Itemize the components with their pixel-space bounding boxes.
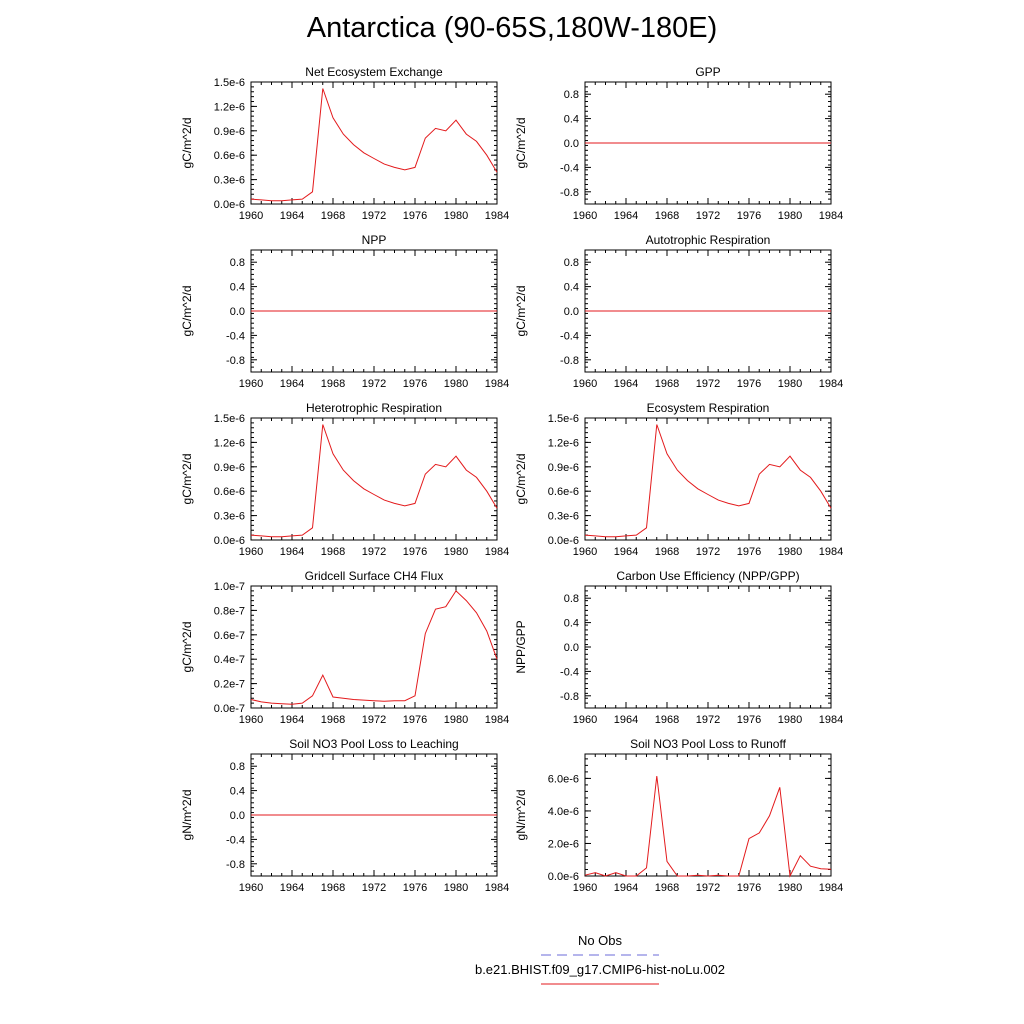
x-tick-label: 1972: [695, 882, 721, 894]
y-tick-label: 4.0e-6: [547, 805, 579, 818]
x-tick-label: 1964: [279, 378, 305, 390]
y-tick-label: 6.0e-6: [547, 773, 579, 786]
y-tick-label: 0.0: [563, 642, 579, 654]
y-tick-label: 0.6e-6: [213, 150, 245, 163]
y-tick-label: 0.9e-6: [547, 461, 579, 474]
chart-title: Soil NO3 Pool Loss to Leaching: [289, 737, 459, 751]
y-tick-label: 0.8: [563, 593, 579, 606]
y-tick-label: 0.0: [229, 810, 245, 822]
chart-panel: [180, 65, 509, 222]
series-line: [585, 425, 831, 537]
y-tick-label: 0.4: [229, 281, 245, 294]
x-tick-label: 1968: [320, 546, 346, 558]
y-tick-label: 0.0: [229, 306, 245, 318]
x-tick-label: 1976: [736, 546, 762, 558]
chart-title: Carbon Use Efficiency (NPP/GPP): [616, 569, 800, 583]
x-tick-label: 1984: [818, 546, 844, 558]
y-axis-label: gC/m^2/d: [514, 453, 528, 505]
x-tick-label: 1960: [572, 210, 598, 222]
x-tick-label: 1968: [320, 714, 346, 726]
y-tick-label: 1.5e-6: [547, 413, 579, 425]
y-tick-label: 1.2e-6: [213, 101, 245, 114]
x-tick-label: 1984: [484, 882, 510, 894]
x-tick-label: 1960: [238, 882, 264, 894]
y-axis-label: gC/m^2/d: [514, 285, 528, 337]
y-tick-label: 1.5e-6: [213, 77, 245, 89]
plot-frame: [585, 586, 831, 708]
y-axis-label: gC/m^2/d: [180, 453, 194, 505]
x-tick-label: 1976: [402, 714, 428, 726]
x-tick-label: 1972: [361, 714, 387, 726]
y-tick-label: -0.4: [226, 330, 245, 343]
legend-obs-label: No Obs: [577, 933, 623, 948]
y-axis-label: NPP/GPP: [514, 620, 528, 674]
y-tick-label: 0.8e-7: [213, 605, 245, 618]
x-tick-label: 1980: [443, 714, 469, 726]
y-tick-label: -0.8: [560, 354, 579, 367]
y-tick-label: 0.8: [229, 761, 245, 774]
y-axis-label: gC/m^2/d: [180, 621, 194, 673]
y-tick-label: -0.8: [560, 690, 579, 703]
chart-title: Autotrophic Respiration: [645, 233, 771, 247]
x-tick-label: 1968: [654, 210, 680, 222]
chart-panel: [180, 737, 509, 894]
x-tick-label: 1972: [361, 882, 387, 894]
x-tick-label: 1964: [279, 210, 305, 222]
x-tick-label: 1980: [777, 546, 803, 558]
y-axis-label: gC/m^2/d: [180, 117, 194, 169]
chart-panel: [514, 569, 843, 726]
y-axis-label: gC/m^2/d: [514, 117, 528, 169]
series-line: [251, 89, 497, 201]
y-tick-label: 0.2e-7: [213, 678, 245, 691]
y-tick-label: 0.8: [229, 257, 245, 270]
y-tick-label: 0.0e-7: [213, 703, 245, 715]
x-tick-label: 1976: [402, 882, 428, 894]
x-tick-label: 1960: [238, 714, 264, 726]
x-tick-label: 1984: [818, 378, 844, 390]
chart-title: Ecosystem Respiration: [646, 401, 770, 415]
y-tick-label: 0.0e-6: [213, 535, 245, 547]
x-tick-label: 1972: [695, 714, 721, 726]
y-tick-label: 1.2e-6: [547, 437, 579, 450]
y-tick-label: 1.5e-6: [213, 413, 245, 425]
x-tick-label: 1968: [320, 210, 346, 222]
x-tick-label: 1980: [777, 714, 803, 726]
chart-title: Heterotrophic Respiration: [305, 401, 443, 415]
plot-frame: [251, 82, 497, 204]
x-tick-label: 1984: [484, 378, 510, 390]
x-tick-label: 1964: [279, 546, 305, 558]
x-tick-label: 1964: [613, 546, 639, 558]
x-tick-label: 1984: [484, 210, 510, 222]
y-tick-label: 2.0e-6: [547, 838, 579, 851]
y-tick-label: -0.8: [226, 354, 245, 367]
x-tick-label: 1984: [818, 882, 844, 894]
chart-title: NPP: [361, 233, 387, 247]
y-tick-label: 0.6e-6: [547, 486, 579, 499]
x-tick-label: 1984: [484, 714, 510, 726]
y-tick-label: 0.4: [563, 281, 579, 294]
x-tick-label: 1960: [572, 378, 598, 390]
series-line: [585, 776, 831, 876]
y-tick-label: -0.8: [560, 186, 579, 199]
y-tick-label: -0.4: [226, 834, 245, 847]
x-tick-label: 1968: [654, 546, 680, 558]
y-tick-label: -0.4: [560, 666, 579, 679]
x-tick-label: 1972: [361, 546, 387, 558]
y-tick-label: 0.8: [563, 89, 579, 102]
x-tick-label: 1972: [695, 546, 721, 558]
y-tick-label: 0.9e-6: [213, 125, 245, 138]
x-tick-label: 1960: [238, 378, 264, 390]
x-tick-label: 1972: [695, 210, 721, 222]
y-tick-label: 0.3e-6: [213, 174, 245, 187]
x-tick-label: 1976: [402, 378, 428, 390]
chart-title: Gridcell Surface CH4 Flux: [304, 569, 444, 583]
x-tick-label: 1976: [736, 210, 762, 222]
x-tick-label: 1960: [238, 546, 264, 558]
x-tick-label: 1964: [613, 882, 639, 894]
x-tick-label: 1968: [654, 714, 680, 726]
y-axis-label: gC/m^2/d: [180, 285, 194, 337]
x-tick-label: 1976: [402, 210, 428, 222]
chart-title: Soil NO3 Pool Loss to Runoff: [630, 737, 786, 751]
plot-frame: [251, 586, 497, 708]
plot-frame: [585, 418, 831, 540]
y-tick-label: 0.6e-7: [213, 629, 245, 642]
x-tick-label: 1980: [443, 546, 469, 558]
y-tick-label: -0.4: [560, 330, 579, 343]
y-axis-label: gN/m^2/d: [514, 789, 528, 841]
y-tick-label: -0.4: [560, 162, 579, 175]
x-tick-label: 1976: [736, 882, 762, 894]
x-tick-label: 1964: [613, 210, 639, 222]
legend-model-label: b.e21.BHIST.f09_g17.CMIP6-hist-noLu.002: [474, 962, 726, 977]
plot-frame: [585, 754, 831, 876]
chart-panel: [180, 233, 509, 390]
y-tick-label: 0.4: [563, 617, 579, 630]
series-line: [251, 425, 497, 537]
y-tick-label: 0.6e-6: [213, 486, 245, 499]
y-tick-label: 1.2e-6: [213, 437, 245, 450]
chart-panel: [180, 569, 509, 726]
chart-panel: [514, 65, 843, 222]
page-title: Antarctica (90-65S,180W-180E): [306, 12, 718, 44]
series-line: [251, 591, 497, 704]
x-tick-label: 1980: [443, 378, 469, 390]
x-tick-label: 1960: [572, 714, 598, 726]
x-tick-label: 1964: [279, 714, 305, 726]
x-tick-label: 1980: [777, 882, 803, 894]
y-tick-label: 0.4: [229, 785, 245, 798]
x-tick-label: 1980: [777, 210, 803, 222]
x-tick-label: 1984: [818, 210, 844, 222]
x-tick-label: 1960: [572, 546, 598, 558]
y-tick-label: 0.8: [563, 257, 579, 270]
y-tick-label: 0.4e-7: [213, 654, 245, 667]
x-tick-label: 1984: [484, 546, 510, 558]
y-tick-label: 0.3e-6: [213, 510, 245, 523]
y-tick-label: 0.9e-6: [213, 461, 245, 474]
chart-title: GPP: [695, 65, 721, 79]
y-tick-label: 0.4: [563, 113, 579, 126]
y-tick-label: 0.0e-6: [547, 535, 579, 547]
y-tick-label: 1.0e-7: [213, 581, 245, 593]
x-tick-label: 1968: [320, 378, 346, 390]
plot-frame: [251, 418, 497, 540]
chart-panel: [514, 737, 843, 894]
x-tick-label: 1976: [736, 378, 762, 390]
x-tick-label: 1972: [361, 378, 387, 390]
x-tick-label: 1968: [654, 882, 680, 894]
x-tick-label: 1960: [572, 882, 598, 894]
x-tick-label: 1968: [320, 882, 346, 894]
y-tick-label: 0.0: [563, 306, 579, 318]
x-tick-label: 1976: [736, 714, 762, 726]
chart-panel: [180, 401, 509, 558]
x-tick-label: 1964: [613, 714, 639, 726]
x-tick-label: 1964: [613, 378, 639, 390]
x-tick-label: 1976: [402, 546, 428, 558]
chart-title: Net Ecosystem Exchange: [305, 65, 443, 79]
x-tick-label: 1968: [654, 378, 680, 390]
x-tick-label: 1980: [443, 882, 469, 894]
chart-panel: [514, 401, 843, 558]
x-tick-label: 1980: [443, 210, 469, 222]
y-tick-label: 0.0e-6: [547, 871, 579, 883]
x-tick-label: 1964: [279, 882, 305, 894]
chart-panel: [514, 233, 843, 390]
x-tick-label: 1960: [238, 210, 264, 222]
x-tick-label: 1980: [777, 378, 803, 390]
y-axis-label: gN/m^2/d: [180, 789, 194, 841]
x-tick-label: 1984: [818, 714, 844, 726]
x-tick-label: 1972: [361, 210, 387, 222]
x-tick-label: 1972: [695, 378, 721, 390]
y-tick-label: 0.0e-6: [213, 199, 245, 211]
y-tick-label: 0.3e-6: [547, 510, 579, 523]
y-tick-label: 0.0: [563, 138, 579, 150]
y-tick-label: -0.8: [226, 858, 245, 871]
